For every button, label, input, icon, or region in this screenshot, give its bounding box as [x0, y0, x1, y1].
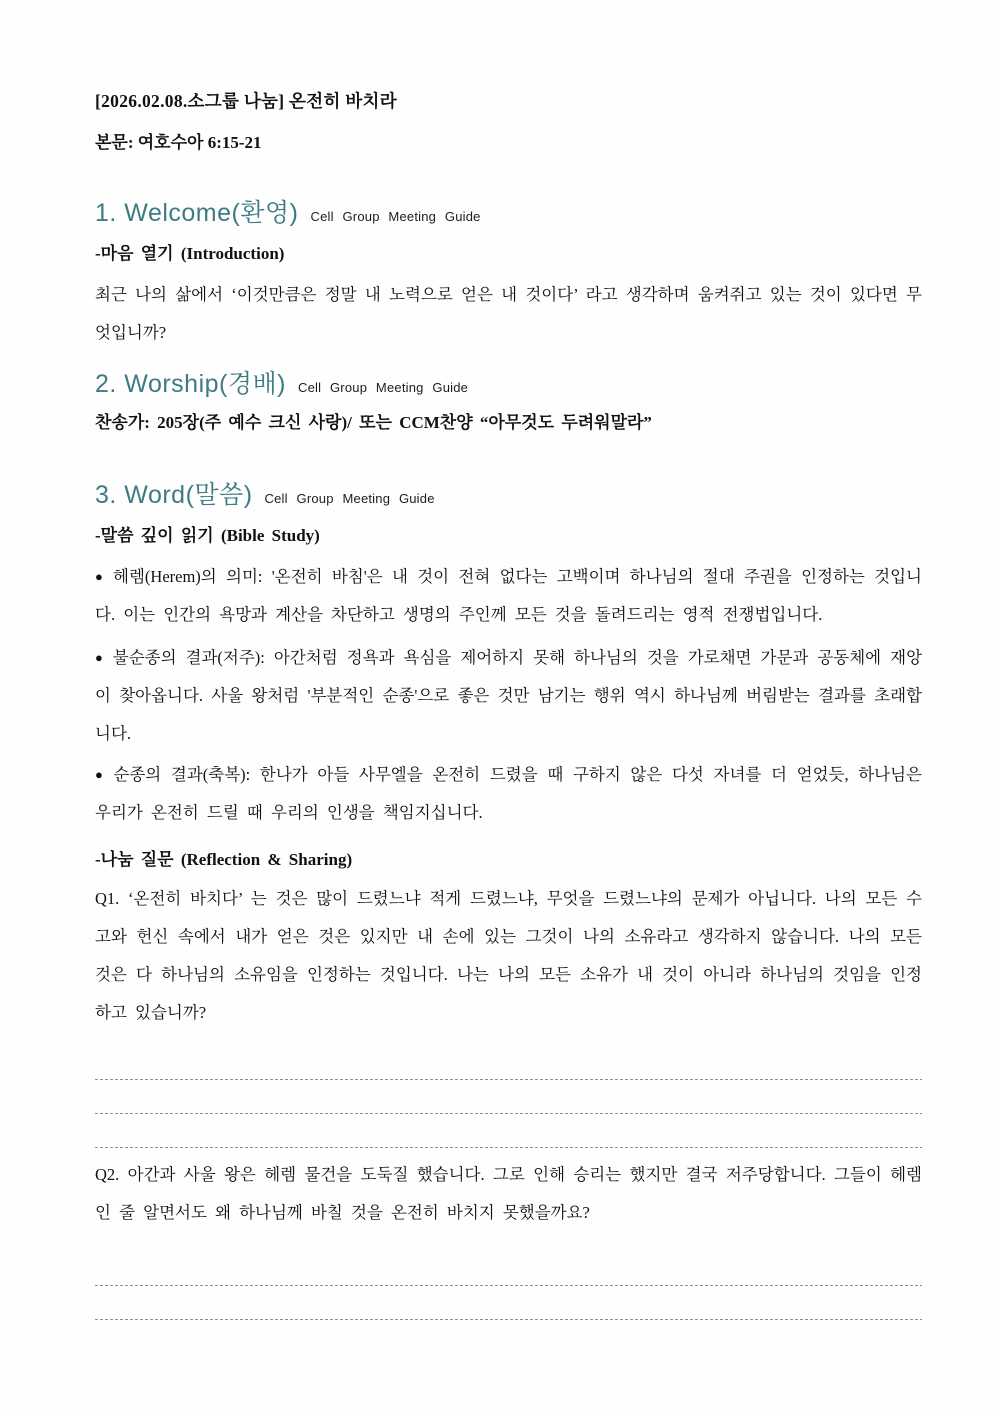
bullet-text: 불순종의 결과(저주): 아간처럼 정욕과 욕심을 제어하지 못해 하나님의 것을 가로채면 가문과 공동체에 재앙이 찾아옵니다. 사울 왕처럼 '부분적인 순종'으로 좋은 것만 남기는 행위 역시 하나님께 버림받는 결과를 초래합니다.: [95, 648, 923, 743]
answer-line: [95, 1252, 922, 1286]
bullet-point-obedience-result: [95, 756, 922, 832]
bullet-icon: ●: [95, 569, 105, 584]
bullet-icon: ●: [95, 767, 105, 782]
bullet-point-disobedience-result: [95, 639, 922, 753]
section-heading-worship: [95, 367, 922, 405]
meeting-guide-label: Cell Group Meeting Guide: [297, 380, 469, 395]
bullet-point-herem-meaning: [95, 558, 922, 634]
bible-study-subheading: -말씀 깊이 읽기 (Bible Study): [95, 526, 320, 545]
meeting-guide-label: Cell Group Meeting Guide: [264, 491, 435, 506]
answer-lines-q2: [95, 1252, 922, 1320]
answer-line: [95, 1114, 922, 1148]
bullet-icon: ●: [95, 650, 104, 665]
hymn-line: 찬송가: 205장(주 예수 크신 사랑)/ 또는 CCM찬양 “아무것도 두려워말라”: [95, 413, 652, 432]
question-1: Q1. ‘온전히 바치다’ 는 것은 많이 드렸느냐 적게 드렸느냐, 무엇을 드렸느냐의 문제가 아닙니다. 나의 모든 수고와 헌신 속에서 내가 얻은 것은 있지만 내 손에 있는 그것이 나의 소유라고 생각하지 않습니다. 나의 모든 것은 다 하나님의 소유임을 인정하는 것입니다. 나는 나의 모든 소유가 내 것이 아니라 하나님의 것임을 인정하고 있습니까?: [95, 889, 922, 1022]
sharing-questions-subheading: -나눔 질문 (Reflection & Sharing): [95, 850, 353, 869]
answer-lines-q1: [95, 1046, 922, 1148]
scripture-reference: 본문: 여호수아 6:15-21: [95, 133, 262, 152]
worship-heading-text: 2. Worship(경배): [95, 370, 286, 398]
answer-line: [95, 1286, 922, 1320]
bullet-text: 헤렘(Herem)의 의미: '온전히 바침'은 내 것이 전혀 없다는 고백이며 하나님의 절대 주권을 인정하는 것입니다. 이는 인간의 욕망과 계산을 차단하고 생명의 주인께 모든 것을 돌려드리는 영적 전쟁법입니다.: [95, 567, 922, 624]
section-heading-welcome: [95, 196, 922, 234]
answer-line: [95, 1080, 922, 1114]
meeting-guide-label: Cell Group Meeting Guide: [310, 209, 481, 224]
answer-line: [95, 1046, 922, 1080]
welcome-heading-text: 1. Welcome(환영): [95, 199, 299, 227]
word-heading-text: 3. Word(말씀): [95, 481, 253, 509]
question-2: Q2. 아간과 사울 왕은 헤렘 물건을 도둑질 했습니다. 그로 인해 승리는 했지만 결국 저주당합니다. 그들이 헤렘 인 줄 알면서도 왜 하나님께 바칠 것을 온전히 바치지 못했을까요?: [95, 1165, 922, 1222]
document-title: [2026.02.08.소그룹 나눔] 온전히 바치라: [95, 91, 397, 111]
welcome-intro-question: 최근 나의 삶에서 ‘이것만큼은 정말 내 노력으로 얻은 내 것이다’ 라고 생각하며 움켜쥐고 있는 것이 있다면 무엇입니까?: [95, 285, 922, 342]
welcome-subheading: -마음 열기 (Introduction): [95, 244, 285, 263]
bullet-text: 순종의 결과(축복): 한나가 아들 사무엘을 온전히 드렸을 때 구하지 않은 다섯 자녀를 더 얻었듯, 하나님은 우리가 온전히 드릴 때 우리의 인생을 책임지십니다.: [95, 765, 922, 822]
section-heading-word: [95, 478, 922, 516]
